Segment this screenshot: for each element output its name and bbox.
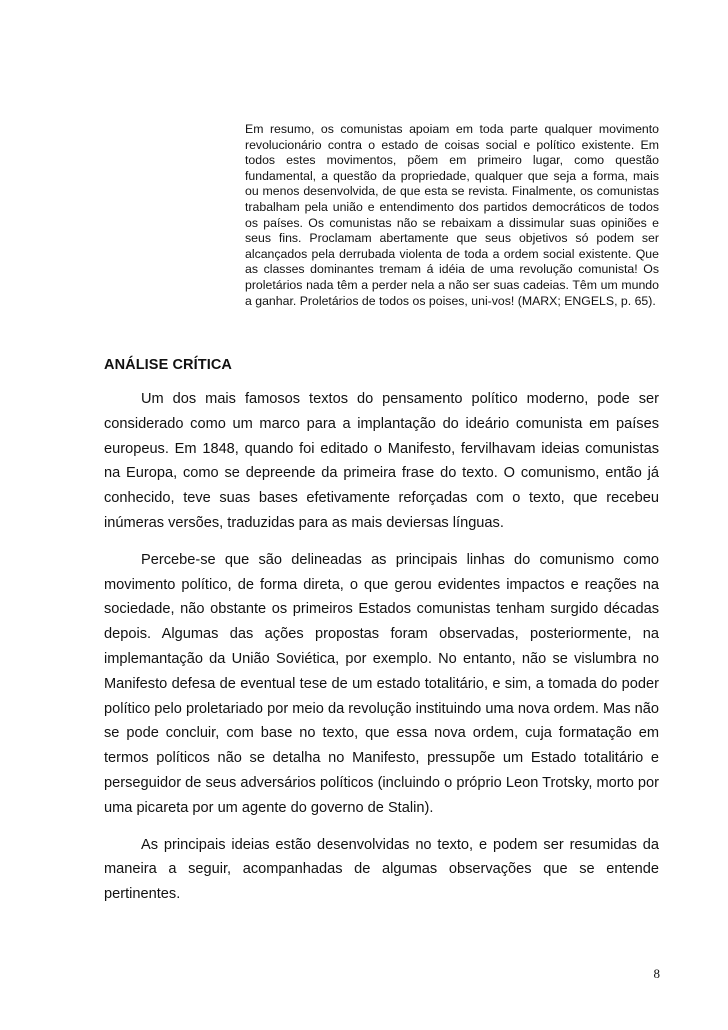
page-number: 8 xyxy=(653,966,660,981)
section-heading: ANÁLISE CRÍTICA xyxy=(104,357,232,373)
body-paragraph-3: As principais ideias estão desenvolvidas no texto, e podem ser resumidas da maneira a seguir, acompanhadas de algumas observações que se entende pertinentes. xyxy=(104,836,659,903)
body-paragraph-2: Percebe-se que são delineadas as principais linhas do comunismo como movimento político, de forma direta, o que gerou evidentes impactos e reações na sociedade, não obstante os primeiros Estados comunistas tenham surgido décadas depois. Algumas das ações propostas foram observadas, posteriormente, na implemantação da União Soviética, por exemplo. No entanto, não se vislumbra no Manifesto defesa de eventual tese de um estado totalitário, e sim, a tomada do poder político pelo proletariado por meio da revolução instituindo uma nova ordem. Mas não se pode concluir, com base no texto, que essa nova ordem, cuja formatação em termos políticos não se detalha no Manifesto, pressupõe um Estado totalitário e perseguidor de seus adversários políticos (incluindo o próprio Leon Trotsky, morto por uma picareta por um agente do governo de Stalin). xyxy=(104,551,659,816)
body-text xyxy=(104,387,659,919)
body-paragraph-1: Um dos mais famosos textos do pensamento político moderno, pode ser considerado como um marco para a implantação do ideário comunista em países europeus. Em 1848, quando foi editado o Manifesto, fervilhavam ideias comunistas na Europa, como se depreende da primeira frase do texto. O comunismo, então já conhecido, teve suas bases efetivamente reforçadas com o texto, que recebeu inúmeras versões, traduzidas para as mais deviersas línguas. xyxy=(104,391,659,531)
quote-text: Em resumo, os comunistas apoiam em toda parte qualquer movimento revolucionário contra o estado de coisas social e político existente. Em todos estes movimentos, põem em primeiro lugar, como questão fundamental, a questão da propriedade, qualquer que seja a forma, mais ou menos desenvolvida, de que esta se revista. Finalmente, os comunistas trabalham pela união e entendimento dos partidos democráticos de todos os países. Os comunistas não se rebaixam a dissimular suas opiniões e seus fins. Proclamam abertamente que seus objetivos só podem ser alcançados pela derrubada violenta de toda a ordem social existente. Que as classes dominantes tremam á idéia de uma revolução comunista! Os proletários nada têm a perder nela a não ser suas cadeias. Têm um mundo a ganhar. Proletários de todos os poises, uni-vos! (MARX; ENGELS, p. 65). xyxy=(245,122,659,308)
block-quote xyxy=(245,122,659,309)
